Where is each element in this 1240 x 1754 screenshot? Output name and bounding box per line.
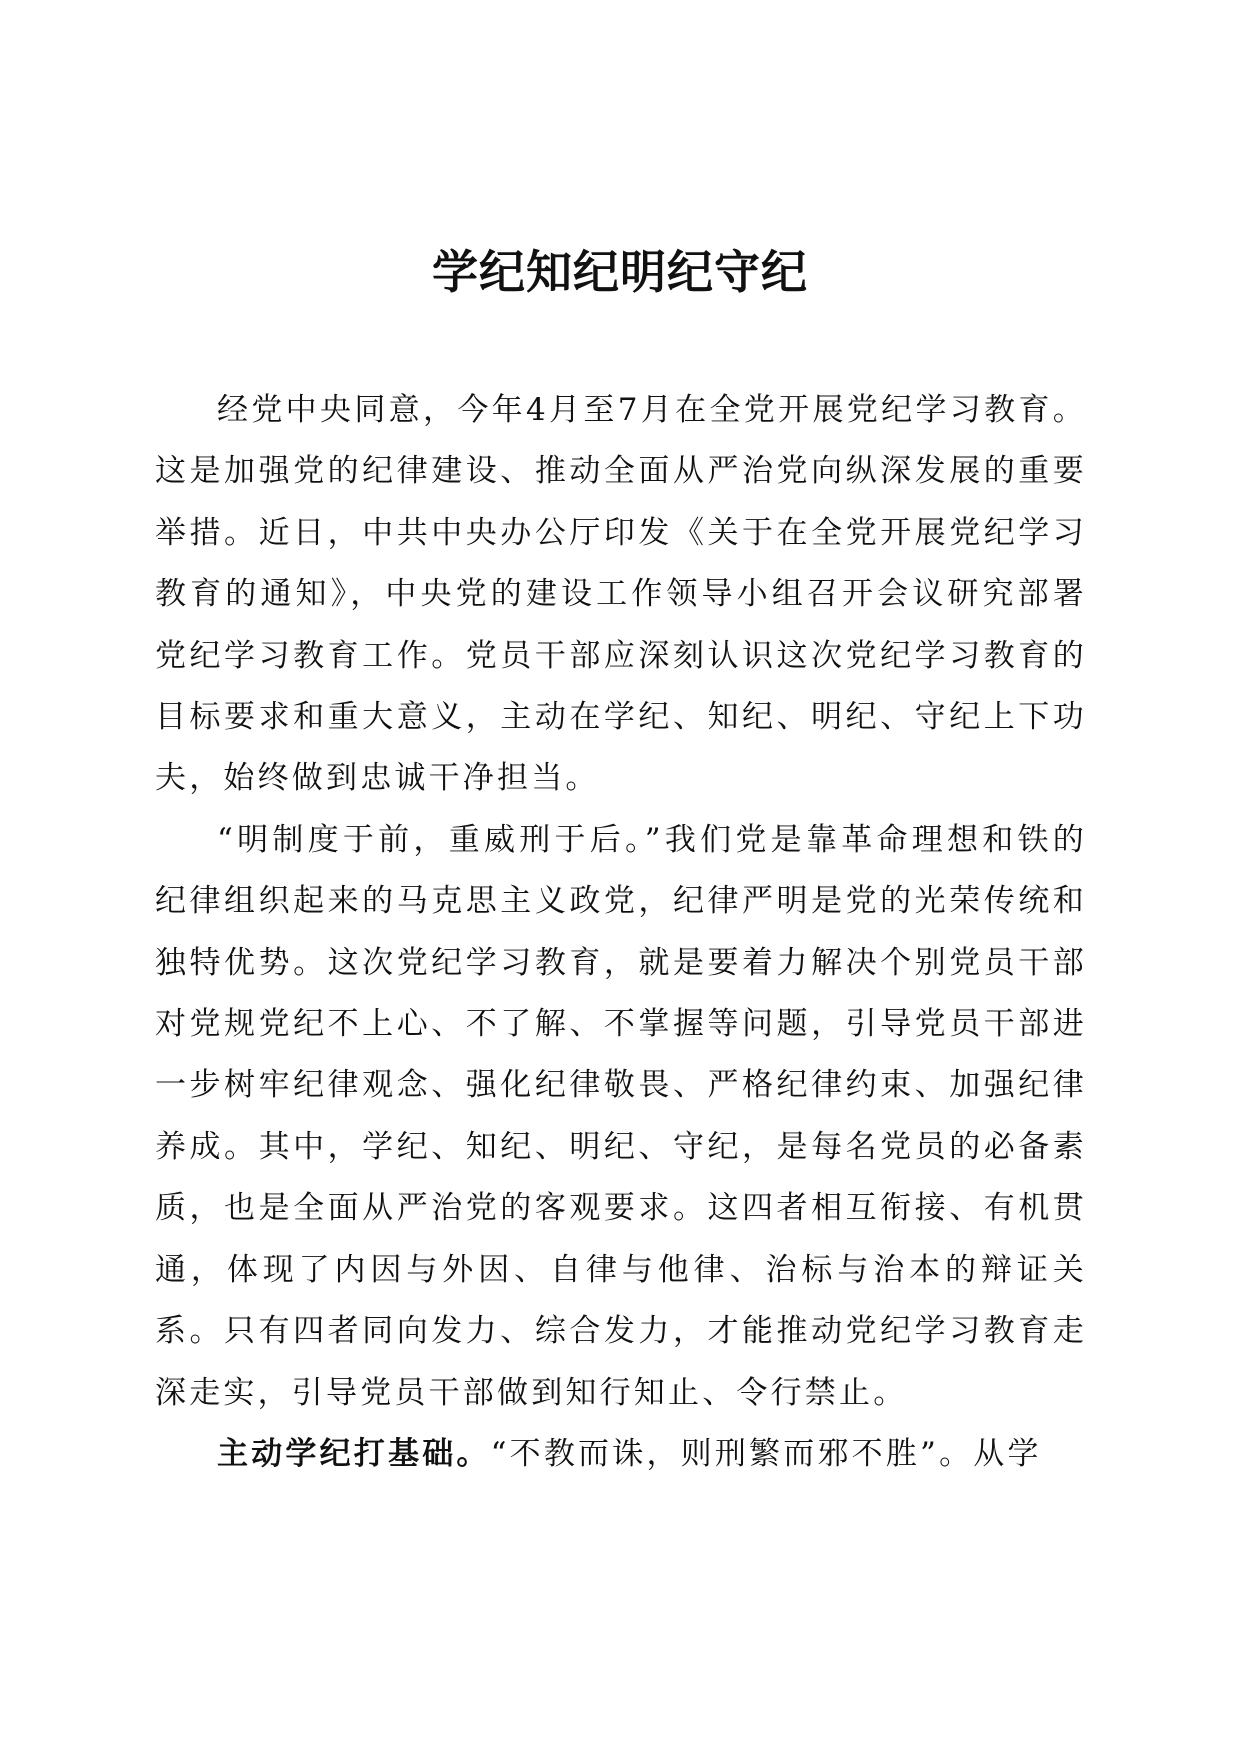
- paragraph-intro: 经党中央同意，今年4月至7月在全党开展党纪学习教育。这是加强党的纪律建设、推动全面从严治党向纵深发展的重要举措。近日，中共中央办公厅印发《关于在全党开展党纪学习教育的通知》，中央党的建设工作领导小组召开会议研究部署党纪学习教育工作。党员干部应深刻认识这次党纪学习教育的目标要求和重大意义，主动在学纪、知纪、明纪、守纪上下功夫，始终做到忠诚干净担当。: [155, 392, 1087, 797]
- paragraph-discipline: “明制度于前，重威刑于后。”我们党是靠革命理想和铁的纪律组织起来的马克思主义政党，纪律严明是党的光荣传统和独特优势。这次党纪学习教育，就是要着力解决个别党员干部对党规党纪不上心、不了解、不掌握等问题，引导党员干部进一步树牢纪律观念、强化纪律敬畏、严格纪律约束、加强纪律养成。其中，学纪、知纪、明纪、守纪，是每名党员的必备素质，也是全面从严治党的客观要求。这四者相互衔接、有机贯通，体现了内因与外因、自律与他律、治标与治本的辩证关系。只有四者同向发力、综合发力，才能推动党纪学习教育走深走实，引导党员干部做到知行知止、令行禁止。: [155, 821, 1087, 1411]
- paragraph-lead-text: “不教而诛，则刑繁而邪不胜”。从学: [490, 1435, 1042, 1472]
- page-title: 学纪知纪明纪守纪: [432, 245, 808, 299]
- document-body: [155, 380, 1087, 1485]
- paragraph-learn-discipline: [155, 1424, 1087, 1485]
- paragraph-lead-heading: 主动学纪打基础。: [217, 1435, 491, 1472]
